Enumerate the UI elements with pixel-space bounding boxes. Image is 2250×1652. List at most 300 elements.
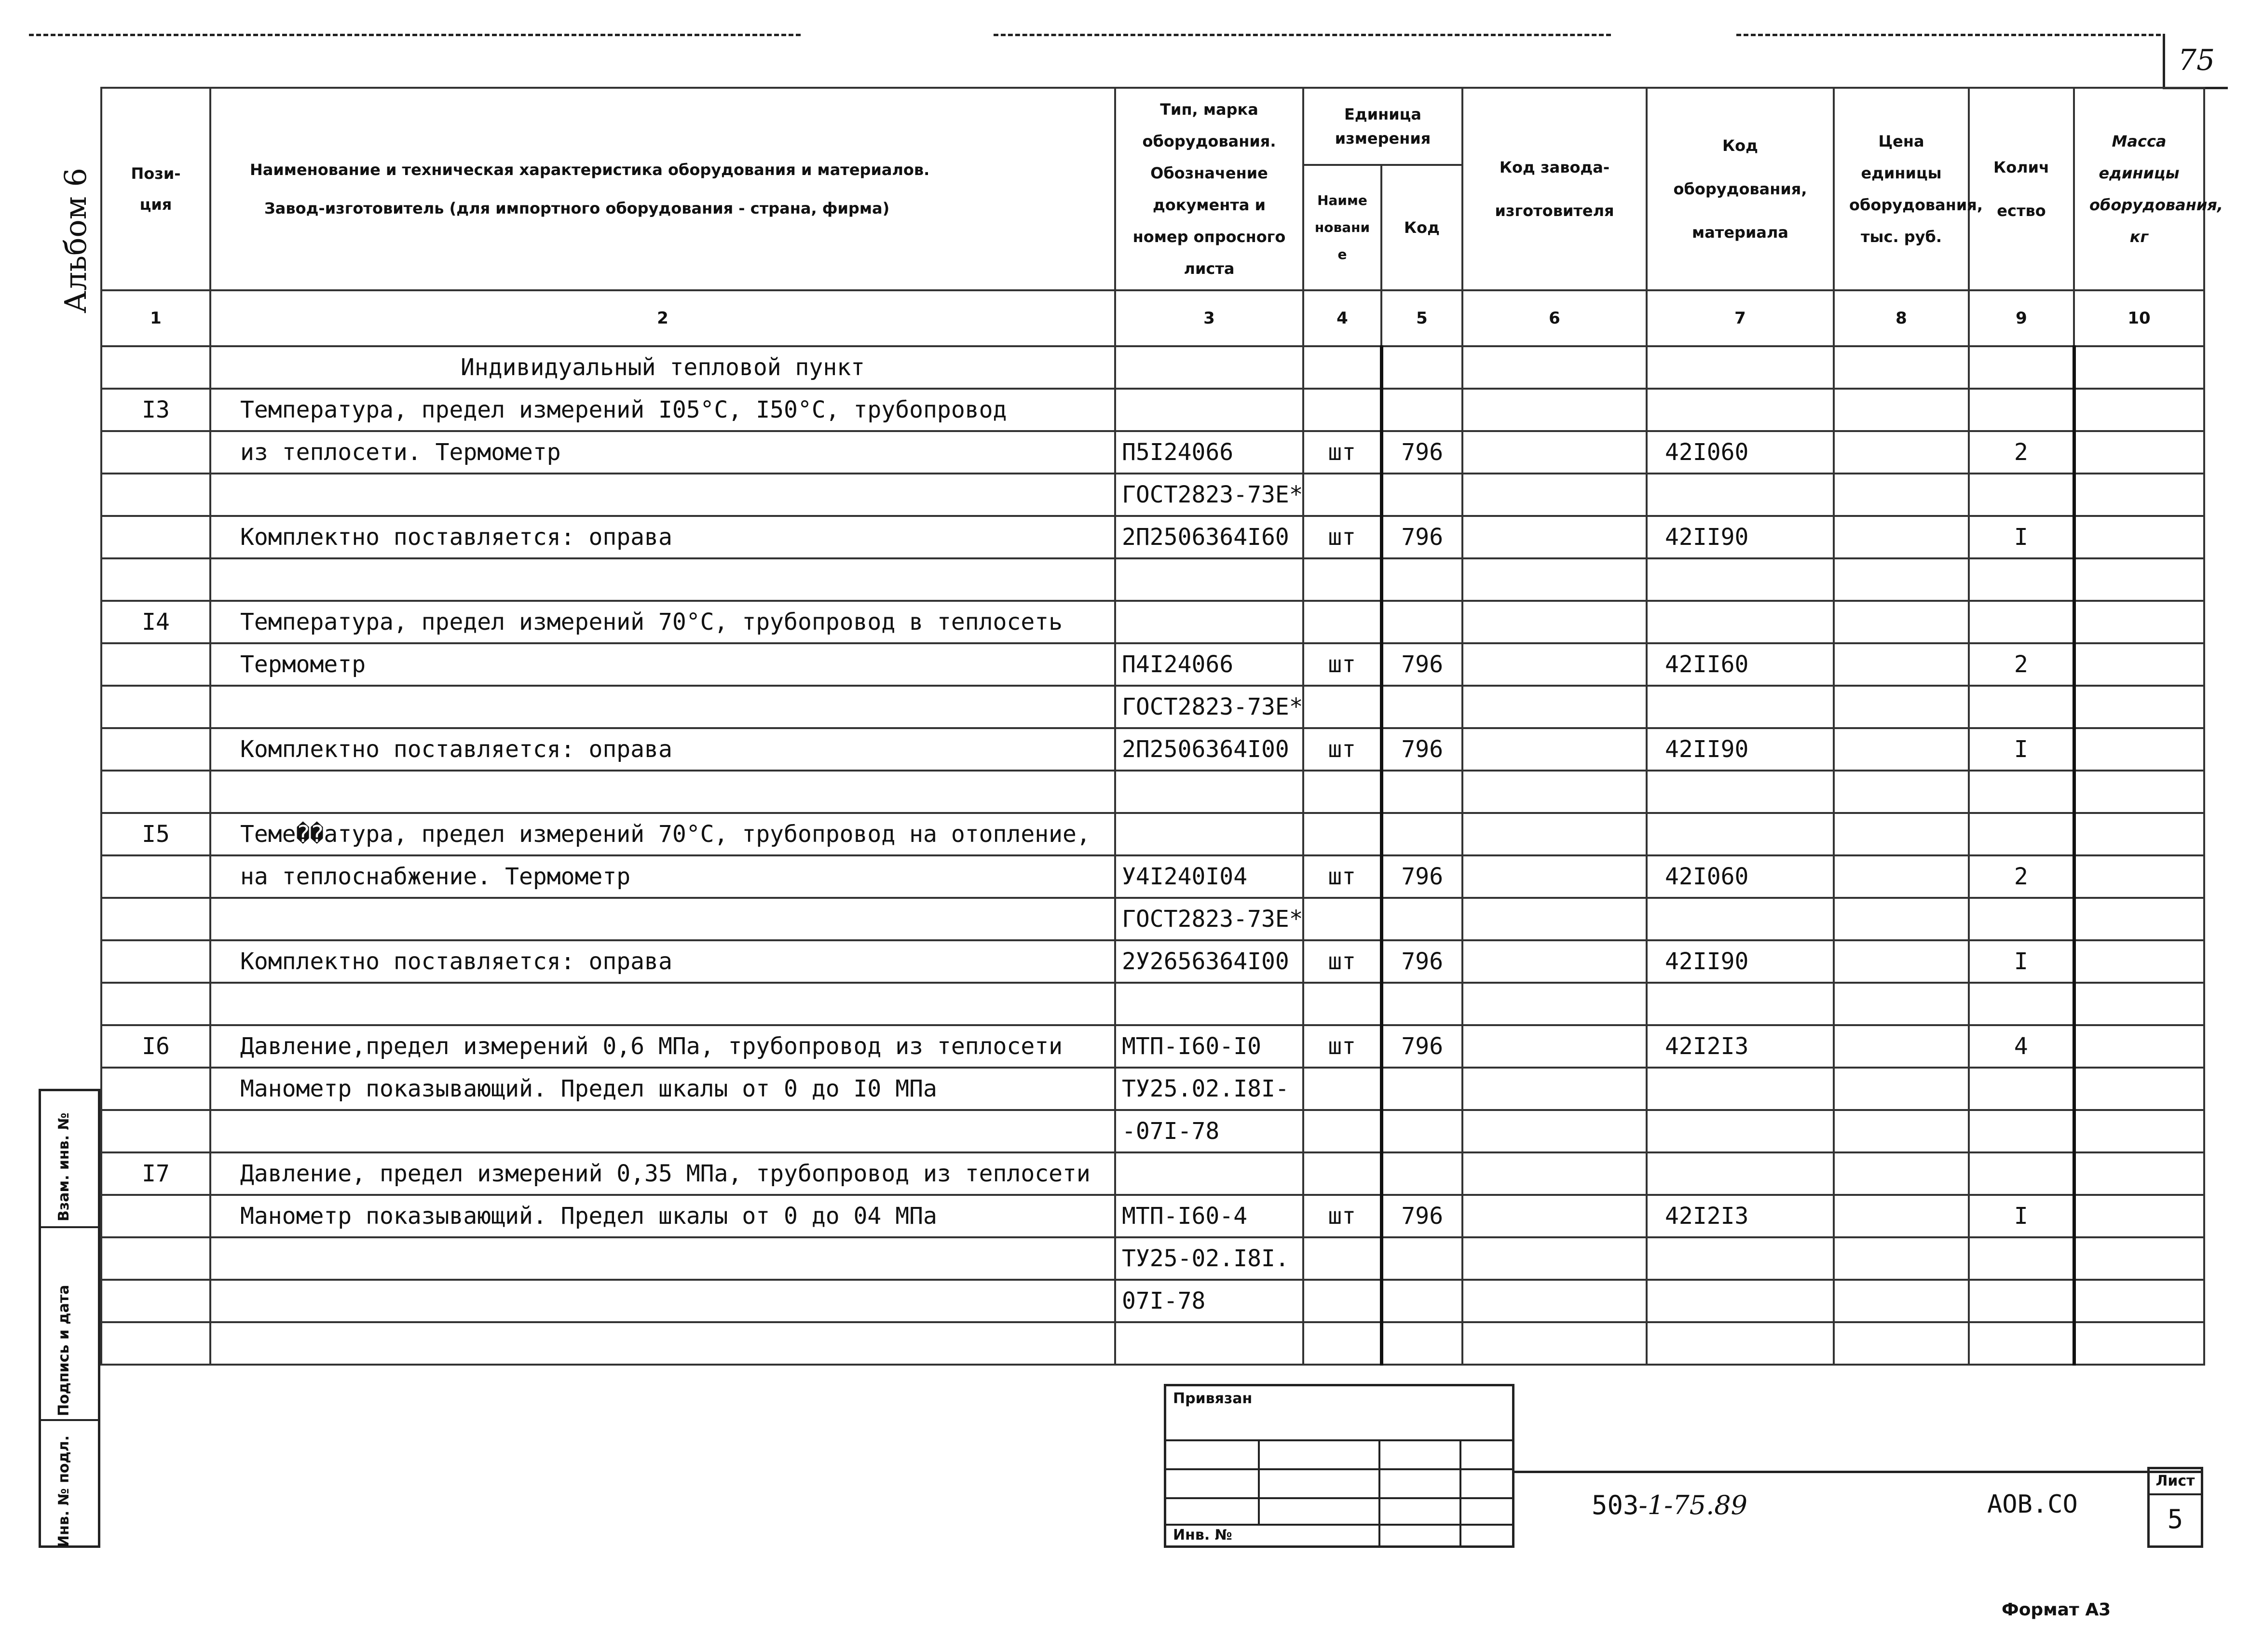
cell-name: Термометр (210, 643, 1115, 686)
list-box (2147, 1467, 2203, 1548)
cell-position (101, 940, 210, 983)
cell-unit-code: 796 (1381, 643, 1462, 686)
cell-equip-code: 42II60 (1647, 643, 1834, 686)
cell-unit-name (1303, 601, 1381, 643)
cell-price (1834, 1280, 1969, 1322)
cell-price (1834, 1152, 1969, 1195)
cell-mass (2074, 601, 2204, 643)
cell-name: Температура, предел измерений I05°C, I50°C, трубопровод (210, 389, 1115, 431)
header-unit-group: Единица измерения (1303, 88, 1462, 165)
sheet-number: 75 (2163, 34, 2228, 89)
cell-unit-name: шт (1303, 728, 1381, 771)
cell-document: П5I24066 (1115, 431, 1303, 474)
cell-quantity (1969, 558, 2074, 601)
cell-plant-code (1462, 389, 1647, 431)
cell-equip-code (1647, 771, 1834, 813)
cell-position: I7 (101, 1152, 210, 1195)
cell-unit-name (1303, 898, 1381, 940)
cell-quantity: 4 (1969, 1025, 2074, 1068)
cell-unit-code (1381, 558, 1462, 601)
cell-mass (2074, 431, 2204, 474)
cell-price (1834, 940, 1969, 983)
cell-equip-code (1647, 1322, 1834, 1365)
cell-plant-code (1462, 686, 1647, 728)
cell-unit-name: шт (1303, 1025, 1381, 1068)
cell-quantity (1969, 771, 2074, 813)
table-row (101, 1280, 2204, 1322)
cell-equip-code (1647, 1152, 1834, 1195)
cell-unit-code (1381, 1237, 1462, 1280)
cell-name (210, 983, 1115, 1025)
top-border-line (29, 34, 801, 36)
table-row (101, 898, 2204, 940)
cell-unit-code: 796 (1381, 516, 1462, 558)
cell-equip-code (1647, 474, 1834, 516)
cell-unit-name (1303, 1152, 1381, 1195)
cell-quantity (1969, 686, 2074, 728)
cell-unit-name (1303, 346, 1381, 389)
cell-mass (2074, 1068, 2204, 1110)
stamp-inv-label: Инв. № (1173, 1527, 1232, 1544)
cell-mass (2074, 1322, 2204, 1365)
cell-plant-code (1462, 431, 1647, 474)
cell-mass (2074, 728, 2204, 771)
cell-plant-code (1462, 346, 1647, 389)
cell-unit-name (1303, 686, 1381, 728)
cell-unit-name (1303, 558, 1381, 601)
header-equip-code: Код оборудования, материала (1647, 88, 1834, 290)
header-type: Тип, марка оборудования. Обозначение документа и номер опросного листа (1115, 88, 1303, 290)
cell-name (210, 558, 1115, 601)
list-label: Лист (2150, 1469, 2201, 1495)
cell-unit-name (1303, 1322, 1381, 1365)
cell-position: I3 (101, 389, 210, 431)
cell-price (1834, 855, 1969, 898)
cell-plant-code (1462, 558, 1647, 601)
cell-position (101, 1322, 210, 1365)
cell-document: У4I240I04 (1115, 855, 1303, 898)
cell-price (1834, 389, 1969, 431)
cell-unit-code (1381, 389, 1462, 431)
cell-equip-code (1647, 686, 1834, 728)
cell-name: Манометр показывающий. Предел шкалы от 0 до 04 МПа (210, 1195, 1115, 1237)
cell-quantity (1969, 1068, 2074, 1110)
colnum: 6 (1462, 290, 1647, 346)
cell-equip-code (1647, 1280, 1834, 1322)
table-row (101, 1068, 2204, 1110)
table-body (101, 346, 2204, 1365)
cell-document (1115, 558, 1303, 601)
cell-name (210, 474, 1115, 516)
table-row (101, 1152, 2204, 1195)
cell-position (101, 1068, 210, 1110)
colnum: 9 (1969, 290, 2074, 346)
table-row (101, 643, 2204, 686)
cell-equip-code: 42II90 (1647, 728, 1834, 771)
table-row (101, 813, 2204, 855)
cell-name: Температура, предел измерений 70°C, трубопровод в теплосеть (210, 601, 1115, 643)
cell-position (101, 728, 210, 771)
cell-name: на теплоснабжение. Термометр (210, 855, 1115, 898)
cell-equip-code (1647, 1068, 1834, 1110)
list-value: 5 (2167, 1504, 2183, 1534)
cell-quantity (1969, 601, 2074, 643)
cell-name (210, 1322, 1115, 1365)
cell-plant-code (1462, 643, 1647, 686)
cell-unit-code: 796 (1381, 1025, 1462, 1068)
cell-equip-code: 42I060 (1647, 855, 1834, 898)
cell-price (1834, 1025, 1969, 1068)
cell-plant-code (1462, 1152, 1647, 1195)
cell-unit-name (1303, 1280, 1381, 1322)
cell-price (1834, 558, 1969, 601)
table-row (101, 389, 2204, 431)
cell-mass (2074, 1110, 2204, 1152)
cell-document (1115, 771, 1303, 813)
cell-position (101, 771, 210, 813)
cell-quantity: I (1969, 516, 2074, 558)
cell-position (101, 855, 210, 898)
cell-mass (2074, 983, 2204, 1025)
cell-unit-name: шт (1303, 855, 1381, 898)
table-row (101, 728, 2204, 771)
cell-mass (2074, 474, 2204, 516)
cell-unit-name (1303, 1068, 1381, 1110)
header-price: Цена единицы оборудования, тыс. руб. (1834, 88, 1969, 290)
cell-price (1834, 771, 1969, 813)
cell-quantity: 2 (1969, 431, 2074, 474)
format-label: Формат А3 (2002, 1600, 2111, 1620)
cell-plant-code (1462, 813, 1647, 855)
cell-quantity (1969, 983, 2074, 1025)
cell-equip-code (1647, 813, 1834, 855)
table-row (101, 771, 2204, 813)
table-row (101, 1025, 2204, 1068)
cell-name (210, 898, 1115, 940)
header-row (101, 88, 2204, 165)
stamp-vline (1258, 1439, 1260, 1524)
cell-document: ТУ25-02.I8I. (1115, 1237, 1303, 1280)
header-unit-name: Наименование (1303, 165, 1381, 290)
cell-position (101, 898, 210, 940)
sidebar-cell-podpis (41, 1226, 98, 1419)
cell-mass (2074, 1152, 2204, 1195)
cell-unit-name (1303, 474, 1381, 516)
column-number-row (101, 290, 2204, 346)
cell-position (101, 1195, 210, 1237)
cell-name (210, 1280, 1115, 1322)
cell-unit-code: 796 (1381, 1195, 1462, 1237)
cell-quantity: I (1969, 1195, 2074, 1237)
cell-name (210, 1237, 1115, 1280)
cell-document: 2П2506364I60 (1115, 516, 1303, 558)
sidebar-vzam-label: Взам. инв. № (55, 1112, 72, 1221)
cell-price (1834, 1237, 1969, 1280)
cell-unit-name: шт (1303, 643, 1381, 686)
cell-quantity (1969, 1237, 2074, 1280)
cell-price (1834, 1322, 1969, 1365)
sidebar-cell-vzam (41, 1091, 98, 1226)
cell-position (101, 474, 210, 516)
cell-price (1834, 516, 1969, 558)
cell-name: Комплектно поставляется: оправа (210, 516, 1115, 558)
cell-plant-code (1462, 516, 1647, 558)
cell-plant-code (1462, 1195, 1647, 1237)
cell-mass (2074, 771, 2204, 813)
cell-plant-code (1462, 474, 1647, 516)
spec-table (100, 87, 2223, 1366)
cell-unit-code (1381, 346, 1462, 389)
cell-plant-code (1462, 1025, 1647, 1068)
cell-equip-code: 42I2I3 (1647, 1195, 1834, 1237)
cell-unit-code (1381, 686, 1462, 728)
cell-mass (2074, 389, 2204, 431)
cell-quantity: I (1969, 728, 2074, 771)
cell-price (1834, 601, 1969, 643)
cell-equip-code (1647, 558, 1834, 601)
title-block-line (1514, 1471, 2203, 1473)
table-row (101, 855, 2204, 898)
cell-price (1834, 813, 1969, 855)
cell-plant-code (1462, 898, 1647, 940)
document-number-suffix: -1-75.89 (1638, 1490, 1747, 1520)
table-row (101, 558, 2204, 601)
cell-price (1834, 728, 1969, 771)
table-row (101, 431, 2204, 474)
stamp-privyazan-label: Привязан (1173, 1390, 1253, 1407)
cell-plant-code (1462, 1110, 1647, 1152)
header-plant-code: Код завода-изготовителя (1462, 88, 1647, 290)
cell-document (1115, 813, 1303, 855)
cell-quantity (1969, 474, 2074, 516)
cell-document: ГОСТ2823-73Е* (1115, 686, 1303, 728)
cell-position: I6 (101, 1025, 210, 1068)
cell-name (210, 686, 1115, 728)
cell-price (1834, 346, 1969, 389)
cell-price (1834, 1110, 1969, 1152)
cell-plant-code (1462, 1237, 1647, 1280)
table-row (101, 1322, 2204, 1365)
cell-mass (2074, 346, 2204, 389)
cell-price (1834, 983, 1969, 1025)
cell-equip-code (1647, 601, 1834, 643)
cell-equip-code: 42II90 (1647, 516, 1834, 558)
cell-position (101, 1237, 210, 1280)
cell-plant-code (1462, 940, 1647, 983)
cell-name: Теме��атура, предел измерений 70°C, трубопровод на отопление, (210, 813, 1115, 855)
table-row (101, 516, 2204, 558)
cell-document: ГОСТ2823-73Е* (1115, 474, 1303, 516)
cell-plant-code (1462, 1322, 1647, 1365)
cell-quantity: 2 (1969, 643, 2074, 686)
cell-plant-code (1462, 771, 1647, 813)
cell-name (210, 771, 1115, 813)
cell-position (101, 346, 210, 389)
cell-mass (2074, 1025, 2204, 1068)
header-unit-code: Код (1381, 165, 1462, 290)
colnum: 7 (1647, 290, 1834, 346)
cell-position (101, 558, 210, 601)
cell-equip-code (1647, 346, 1834, 389)
colnum: 5 (1381, 290, 1462, 346)
sidebar-inv-label: Инв. № подл. (55, 1435, 72, 1547)
header-position: Пози- ция (101, 88, 210, 290)
cell-plant-code (1462, 601, 1647, 643)
cell-unit-code (1381, 898, 1462, 940)
cell-name: Комплектно поставляется: оправа (210, 940, 1115, 983)
cell-plant-code (1462, 983, 1647, 1025)
cell-position (101, 983, 210, 1025)
cell-name: Комплектно поставляется: оправа (210, 728, 1115, 771)
cell-unit-code: 796 (1381, 431, 1462, 474)
cell-document (1115, 983, 1303, 1025)
document-code: АОВ.СО (1987, 1490, 2078, 1519)
cell-document: П4I24066 (1115, 643, 1303, 686)
cell-document: МТП-I60-I0 (1115, 1025, 1303, 1068)
cell-unit-name (1303, 813, 1381, 855)
cell-price (1834, 686, 1969, 728)
cell-quantity (1969, 1152, 2074, 1195)
cell-equip-code (1647, 1110, 1834, 1152)
cell-price (1834, 474, 1969, 516)
document-number-prefix: 503 (1592, 1490, 1639, 1520)
cell-position (101, 431, 210, 474)
cell-quantity (1969, 1280, 2074, 1322)
cell-document: 2П2506364I00 (1115, 728, 1303, 771)
cell-plant-code (1462, 728, 1647, 771)
cell-quantity (1969, 1322, 2074, 1365)
cell-mass (2074, 940, 2204, 983)
cell-document: ГОСТ2823-73Е* (1115, 898, 1303, 940)
table-row (101, 601, 2204, 643)
cell-position: I4 (101, 601, 210, 643)
cell-unit-code (1381, 813, 1462, 855)
approval-sidebar (39, 1089, 100, 1548)
cell-unit-name: шт (1303, 1195, 1381, 1237)
cell-quantity (1969, 1110, 2074, 1152)
top-border-line (1736, 34, 2161, 36)
stamp-vline (1459, 1439, 1461, 1548)
table-row (101, 1237, 2204, 1280)
cell-document (1115, 346, 1303, 389)
binding-stamp (1164, 1384, 1514, 1548)
cell-mass (2074, 813, 2204, 855)
cell-document: -07I-78 (1115, 1110, 1303, 1152)
cell-price (1834, 1195, 1969, 1237)
cell-mass (2074, 643, 2204, 686)
table-row (101, 983, 2204, 1025)
document-number (1592, 1490, 1747, 1520)
cell-unit-code (1381, 1280, 1462, 1322)
cell-unit-code (1381, 601, 1462, 643)
cell-position (101, 516, 210, 558)
cell-unit-name: шт (1303, 431, 1381, 474)
cell-equip-code (1647, 389, 1834, 431)
header-name-line1: Наименование и техническая характеристика оборудования и материалов. (250, 161, 930, 179)
cell-plant-code (1462, 855, 1647, 898)
cell-document: МТП-I60-4 (1115, 1195, 1303, 1237)
cell-price (1834, 898, 1969, 940)
cell-unit-name: шт (1303, 940, 1381, 983)
cell-unit-name (1303, 771, 1381, 813)
table-row (101, 686, 2204, 728)
cell-position: I5 (101, 813, 210, 855)
cell-name (210, 1110, 1115, 1152)
cell-equip-code: 42I2I3 (1647, 1025, 1834, 1068)
cell-name: Давление,предел измерений 0,6 МПа, трубопровод из теплосети (210, 1025, 1115, 1068)
cell-mass (2074, 898, 2204, 940)
cell-unit-code (1381, 983, 1462, 1025)
table-row (101, 346, 2204, 389)
cell-unit-name (1303, 1237, 1381, 1280)
colnum: 3 (1115, 290, 1303, 346)
cell-unit-name (1303, 389, 1381, 431)
cell-unit-code (1381, 474, 1462, 516)
cell-unit-code (1381, 771, 1462, 813)
cell-mass (2074, 516, 2204, 558)
colnum: 4 (1303, 290, 1381, 346)
cell-quantity (1969, 346, 2074, 389)
cell-document (1115, 601, 1303, 643)
cell-unit-code (1381, 1152, 1462, 1195)
top-border-line (994, 34, 1611, 36)
cell-position (101, 686, 210, 728)
cell-plant-code (1462, 1068, 1647, 1110)
cell-document (1115, 1152, 1303, 1195)
cell-mass (2074, 1280, 2204, 1322)
cell-unit-code (1381, 1110, 1462, 1152)
table-row (101, 1110, 2204, 1152)
cell-equip-code (1647, 898, 1834, 940)
cell-position (101, 1110, 210, 1152)
header-mass: Масса единицы оборудования, кг (2074, 88, 2204, 290)
table-row (101, 1195, 2204, 1237)
cell-price (1834, 1068, 1969, 1110)
cell-document: 2У2656364I00 (1115, 940, 1303, 983)
colnum: 1 (101, 290, 210, 346)
cell-unit-code (1381, 1322, 1462, 1365)
cell-document (1115, 389, 1303, 431)
cell-mass (2074, 1237, 2204, 1280)
cell-document: 07I-78 (1115, 1280, 1303, 1322)
cell-quantity: I (1969, 940, 2074, 983)
cell-price (1834, 643, 1969, 686)
cell-unit-code (1381, 1068, 1462, 1110)
sidebar-cell-inv (41, 1419, 98, 1550)
table-row (101, 474, 2204, 516)
cell-mass (2074, 1195, 2204, 1237)
cell-plant-code (1462, 1280, 1647, 1322)
table-row (101, 940, 2204, 983)
cell-equip-code: 42II90 (1647, 940, 1834, 983)
cell-position (101, 643, 210, 686)
cell-name: Индивидуальный тепловой пункт (210, 346, 1115, 389)
album-label: Альбом 6 (58, 167, 93, 313)
colnum: 2 (210, 290, 1115, 346)
cell-unit-code: 796 (1381, 728, 1462, 771)
cell-unit-name (1303, 983, 1381, 1025)
cell-name: из теплосети. Термометр (210, 431, 1115, 474)
header-quantity: Количество (1969, 88, 2074, 290)
cell-position (101, 1280, 210, 1322)
cell-quantity (1969, 813, 2074, 855)
cell-price (1834, 431, 1969, 474)
cell-unit-code: 796 (1381, 855, 1462, 898)
cell-name: Манометр показывающий. Предел шкалы от 0 до I0 МПа (210, 1068, 1115, 1110)
cell-equip-code (1647, 983, 1834, 1025)
cell-unit-code: 796 (1381, 940, 1462, 983)
cell-quantity (1969, 898, 2074, 940)
